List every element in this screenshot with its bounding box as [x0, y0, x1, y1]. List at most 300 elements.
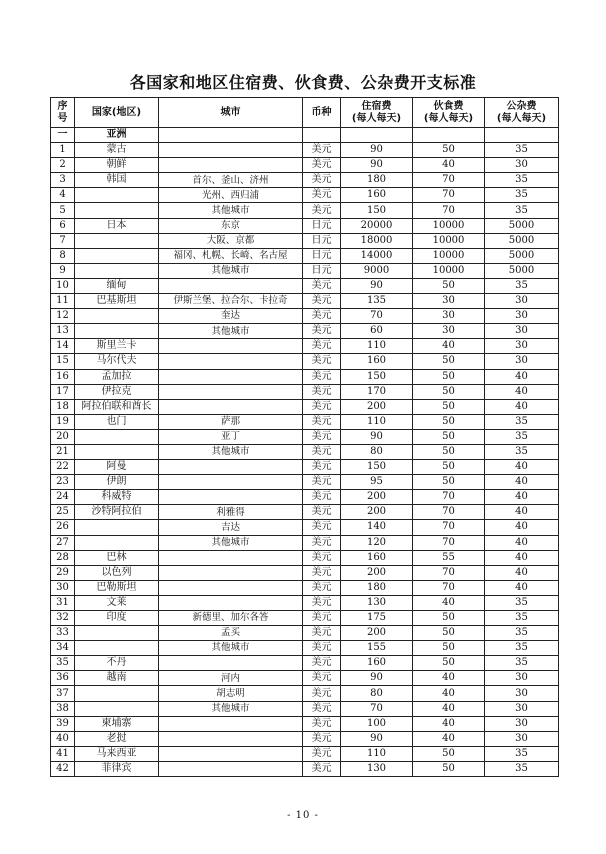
cell-currency: 美元 [303, 173, 341, 188]
cell-city [159, 565, 303, 580]
cell-index: 24 [51, 490, 75, 505]
table-row [51, 278, 559, 293]
cell-city [159, 490, 303, 505]
cell-misc: 35 [485, 761, 559, 776]
cell-currency: 日元 [303, 248, 341, 263]
cell-misc: 40 [485, 490, 559, 505]
cell-index: 22 [51, 460, 75, 475]
cell-lodging: 200 [341, 565, 413, 580]
cell-index: 4 [51, 188, 75, 203]
cell-lodging: 120 [341, 535, 413, 550]
cell-city: 其他城市 [159, 324, 303, 339]
cell-misc: 30 [485, 354, 559, 369]
cell-country [75, 641, 159, 656]
table-row [51, 550, 559, 565]
cell-city: 其他城市 [159, 535, 303, 550]
cell-lodging: 95 [341, 475, 413, 490]
cell-index: 5 [51, 203, 75, 218]
header-currency: 币种 [303, 98, 341, 128]
cell-country: 孟加拉 [75, 369, 159, 384]
table-row [51, 158, 559, 173]
table-row [51, 535, 559, 550]
table-row [51, 716, 559, 731]
cell-index: 20 [51, 429, 75, 444]
cell-country [75, 429, 159, 444]
cell-index: 40 [51, 731, 75, 746]
table-row [51, 173, 559, 188]
cell-country: 韩国 [75, 173, 159, 188]
table-row [51, 384, 559, 399]
cell-currency: 美元 [303, 158, 341, 173]
cell-index: 35 [51, 656, 75, 671]
cell-currency: 美元 [303, 656, 341, 671]
cell-currency: 美元 [303, 143, 341, 158]
cell-lodging: 180 [341, 580, 413, 595]
cell-city: 亚丁 [159, 429, 303, 444]
cell-city [159, 278, 303, 293]
cell-index: 21 [51, 444, 75, 459]
cell-city [159, 143, 303, 158]
cell-city: 奎达 [159, 309, 303, 324]
cell-food: 30 [413, 309, 485, 324]
cell-index: 9 [51, 263, 75, 278]
cell-misc: 40 [485, 580, 559, 595]
cell-index: 33 [51, 626, 75, 641]
region-index: 一 [51, 128, 75, 143]
cell-lodging: 160 [341, 656, 413, 671]
cell-currency: 美元 [303, 550, 341, 565]
cell-index: 2 [51, 158, 75, 173]
cell-lodging: 18000 [341, 233, 413, 248]
cell-city: 河内 [159, 671, 303, 686]
region-misc [485, 128, 559, 143]
cell-lodging: 14000 [341, 248, 413, 263]
cell-country: 阿拉伯联和酋长 [75, 399, 159, 414]
cell-index: 18 [51, 399, 75, 414]
cell-city [159, 580, 303, 595]
region-name: 亚洲 [75, 128, 159, 143]
cell-country: 以色列 [75, 565, 159, 580]
cell-index: 36 [51, 671, 75, 686]
cell-food: 50 [413, 278, 485, 293]
cell-food: 70 [413, 173, 485, 188]
cell-food: 50 [413, 143, 485, 158]
cell-city: 吉达 [159, 520, 303, 535]
cell-food: 50 [413, 414, 485, 429]
cell-food: 10000 [413, 263, 485, 278]
cell-country: 巴基斯坦 [75, 294, 159, 309]
cell-city: 其他城市 [159, 641, 303, 656]
cell-city: 其他城市 [159, 263, 303, 278]
cell-currency: 美元 [303, 309, 341, 324]
cell-city: 福冈、札幌、长崎、名古屋 [159, 248, 303, 263]
table-header-row [51, 98, 559, 128]
cell-misc: 35 [485, 444, 559, 459]
cell-misc: 30 [485, 701, 559, 716]
cell-lodging: 150 [341, 460, 413, 475]
cell-country: 文莱 [75, 595, 159, 610]
cell-currency: 日元 [303, 218, 341, 233]
header-misc-unit: (每人每天) [496, 112, 547, 124]
cell-index: 37 [51, 686, 75, 701]
cell-misc: 5000 [485, 233, 559, 248]
cell-food: 50 [413, 354, 485, 369]
table-row [51, 414, 559, 429]
cell-misc: 35 [485, 278, 559, 293]
cell-lodging: 70 [341, 309, 413, 324]
cell-city: 孟买 [159, 626, 303, 641]
cell-country: 朝鲜 [75, 158, 159, 173]
cell-currency: 美元 [303, 520, 341, 535]
cell-misc: 35 [485, 626, 559, 641]
cell-country: 伊拉克 [75, 384, 159, 399]
cell-food: 50 [413, 384, 485, 399]
table-row [51, 263, 559, 278]
cell-city: 东京 [159, 218, 303, 233]
cell-lodging: 9000 [341, 263, 413, 278]
cell-city: 萨那 [159, 414, 303, 429]
table-row [51, 475, 559, 490]
cell-country: 不丹 [75, 656, 159, 671]
cell-food: 40 [413, 701, 485, 716]
cell-misc: 30 [485, 716, 559, 731]
cell-food: 50 [413, 399, 485, 414]
cell-misc: 40 [485, 384, 559, 399]
cell-lodging: 170 [341, 384, 413, 399]
cell-food: 70 [413, 520, 485, 535]
cell-currency: 美元 [303, 369, 341, 384]
cell-currency: 美元 [303, 580, 341, 595]
cell-lodging: 110 [341, 746, 413, 761]
cell-city [159, 731, 303, 746]
cell-city: 伊斯兰堡、拉合尔、卡拉奇 [159, 294, 303, 309]
cell-index: 19 [51, 414, 75, 429]
table-row [51, 565, 559, 580]
table-row [51, 746, 559, 761]
table-row [51, 656, 559, 671]
cell-misc: 35 [485, 143, 559, 158]
cell-index: 23 [51, 475, 75, 490]
cell-currency: 美元 [303, 414, 341, 429]
cell-country: 老挝 [75, 731, 159, 746]
cell-misc: 30 [485, 158, 559, 173]
cell-currency: 美元 [303, 324, 341, 339]
cell-food: 40 [413, 671, 485, 686]
cell-misc: 40 [485, 369, 559, 384]
cell-country [75, 263, 159, 278]
cell-country: 沙特阿拉伯 [75, 505, 159, 520]
cell-index: 26 [51, 520, 75, 535]
cell-country [75, 520, 159, 535]
header-food-unit: (每人每天) [423, 112, 474, 124]
cell-city: 其他城市 [159, 203, 303, 218]
cell-food: 10000 [413, 233, 485, 248]
cell-lodging: 160 [341, 550, 413, 565]
cell-lodging: 100 [341, 716, 413, 731]
cell-lodging: 110 [341, 339, 413, 354]
cell-lodging: 160 [341, 188, 413, 203]
cell-index: 7 [51, 233, 75, 248]
cell-lodging: 150 [341, 369, 413, 384]
cell-misc: 40 [485, 460, 559, 475]
cell-city [159, 761, 303, 776]
cell-country: 科威特 [75, 490, 159, 505]
cell-currency: 美元 [303, 701, 341, 716]
cell-currency: 美元 [303, 444, 341, 459]
cell-misc: 35 [485, 173, 559, 188]
cell-index: 30 [51, 580, 75, 595]
cell-index: 34 [51, 641, 75, 656]
cell-lodging: 130 [341, 761, 413, 776]
cell-misc: 5000 [485, 218, 559, 233]
cell-lodging: 200 [341, 399, 413, 414]
cell-misc: 35 [485, 188, 559, 203]
cell-food: 40 [413, 339, 485, 354]
table-row [51, 233, 559, 248]
cell-city [159, 399, 303, 414]
cell-misc: 40 [485, 565, 559, 580]
cell-currency: 日元 [303, 233, 341, 248]
cell-misc: 30 [485, 731, 559, 746]
cell-food: 40 [413, 716, 485, 731]
cell-country: 印度 [75, 611, 159, 626]
table-row [51, 354, 559, 369]
cell-misc: 30 [485, 671, 559, 686]
cell-misc: 35 [485, 203, 559, 218]
table-row [51, 505, 559, 520]
cell-country: 马来西亚 [75, 746, 159, 761]
cell-misc: 40 [485, 475, 559, 490]
cell-currency: 美元 [303, 595, 341, 610]
table-row [51, 339, 559, 354]
cell-currency: 美元 [303, 429, 341, 444]
cell-city: 利雅得 [159, 505, 303, 520]
cell-country [75, 188, 159, 203]
cell-misc: 35 [485, 414, 559, 429]
cell-lodging: 80 [341, 686, 413, 701]
cell-index: 3 [51, 173, 75, 188]
header-food [413, 98, 485, 128]
cell-index: 41 [51, 746, 75, 761]
cell-currency: 美元 [303, 746, 341, 761]
cell-city [159, 354, 303, 369]
cell-currency: 美元 [303, 641, 341, 656]
cell-index: 27 [51, 535, 75, 550]
cell-index: 17 [51, 384, 75, 399]
cell-food: 70 [413, 580, 485, 595]
cell-lodging: 160 [341, 354, 413, 369]
cell-city [159, 384, 303, 399]
cell-food: 50 [413, 761, 485, 776]
rates-table [50, 97, 559, 777]
cell-country: 斯里兰卡 [75, 339, 159, 354]
table-row [51, 490, 559, 505]
cell-lodging: 200 [341, 505, 413, 520]
cell-index: 8 [51, 248, 75, 263]
cell-lodging: 200 [341, 490, 413, 505]
cell-country: 也门 [75, 414, 159, 429]
cell-index: 31 [51, 595, 75, 610]
region-row [51, 128, 559, 143]
cell-lodging: 130 [341, 595, 413, 610]
cell-city: 大阪、京都 [159, 233, 303, 248]
cell-currency: 美元 [303, 505, 341, 520]
cell-lodging: 90 [341, 731, 413, 746]
page-title: 各国家和地区住宿费、伙食费、公杂费开支标准 [129, 73, 477, 92]
table-row [51, 309, 559, 324]
cell-food: 50 [413, 746, 485, 761]
cell-index: 25 [51, 505, 75, 520]
header-food-label: 伙食费 [433, 100, 464, 112]
cell-food: 50 [413, 475, 485, 490]
cell-food: 50 [413, 444, 485, 459]
cell-food: 40 [413, 686, 485, 701]
cell-currency: 美元 [303, 490, 341, 505]
cell-misc: 35 [485, 595, 559, 610]
cell-index: 38 [51, 701, 75, 716]
cell-currency: 日元 [303, 263, 341, 278]
cell-city: 新德里、加尔各答 [159, 611, 303, 626]
cell-index: 16 [51, 369, 75, 384]
cell-city: 其他城市 [159, 701, 303, 716]
cell-currency: 美元 [303, 686, 341, 701]
cell-lodging: 150 [341, 203, 413, 218]
cell-misc: 35 [485, 656, 559, 671]
cell-country [75, 444, 159, 459]
table-row [51, 731, 559, 746]
cell-currency: 美元 [303, 203, 341, 218]
cell-city [159, 369, 303, 384]
table-row [51, 520, 559, 535]
cell-currency: 美元 [303, 384, 341, 399]
cell-country: 阿曼 [75, 460, 159, 475]
cell-food: 30 [413, 324, 485, 339]
cell-country [75, 203, 159, 218]
cell-city [159, 716, 303, 731]
cell-index: 15 [51, 354, 75, 369]
cell-country: 缅甸 [75, 278, 159, 293]
cell-lodging: 80 [341, 444, 413, 459]
header-misc-label: 公杂费 [506, 100, 537, 112]
header-lodging-label: 住宿费 [361, 100, 392, 112]
cell-currency: 美元 [303, 535, 341, 550]
cell-country: 蒙古 [75, 143, 159, 158]
table-row [51, 429, 559, 444]
cell-country [75, 535, 159, 550]
cell-currency: 美元 [303, 716, 341, 731]
cell-city: 其他城市 [159, 444, 303, 459]
cell-country [75, 686, 159, 701]
cell-currency: 美元 [303, 761, 341, 776]
cell-country [75, 248, 159, 263]
cell-misc: 30 [485, 294, 559, 309]
cell-currency: 美元 [303, 611, 341, 626]
cell-currency: 美元 [303, 671, 341, 686]
cell-currency: 美元 [303, 399, 341, 414]
cell-food: 50 [413, 429, 485, 444]
cell-lodging: 20000 [341, 218, 413, 233]
cell-index: 32 [51, 611, 75, 626]
cell-food: 70 [413, 535, 485, 550]
table-row [51, 761, 559, 776]
cell-currency: 美元 [303, 475, 341, 490]
table-row [51, 626, 559, 641]
cell-food: 40 [413, 158, 485, 173]
cell-currency: 美元 [303, 278, 341, 293]
cell-lodging: 110 [341, 414, 413, 429]
cell-country [75, 309, 159, 324]
cell-misc: 30 [485, 686, 559, 701]
cell-misc: 30 [485, 324, 559, 339]
cell-misc: 40 [485, 520, 559, 535]
cell-lodging: 90 [341, 429, 413, 444]
region-food [413, 128, 485, 143]
cell-country: 巴勒斯坦 [75, 580, 159, 595]
table-row [51, 143, 559, 158]
cell-misc: 35 [485, 641, 559, 656]
cell-index: 28 [51, 550, 75, 565]
cell-city [159, 460, 303, 475]
cell-lodging: 135 [341, 294, 413, 309]
cell-food: 70 [413, 188, 485, 203]
region-currency [303, 128, 341, 143]
cell-food: 70 [413, 490, 485, 505]
cell-food: 50 [413, 611, 485, 626]
header-country: 国家(地区) [75, 98, 159, 128]
cell-misc: 40 [485, 399, 559, 414]
cell-city [159, 746, 303, 761]
cell-city: 光州、西归浦 [159, 188, 303, 203]
cell-index: 29 [51, 565, 75, 580]
cell-index: 6 [51, 218, 75, 233]
cell-food: 70 [413, 565, 485, 580]
table-row [51, 641, 559, 656]
cell-misc: 35 [485, 611, 559, 626]
cell-country: 马尔代夫 [75, 354, 159, 369]
cell-city: 首尔、釜山、济州 [159, 173, 303, 188]
cell-country: 柬埔寨 [75, 716, 159, 731]
cell-food: 10000 [413, 218, 485, 233]
cell-country: 日本 [75, 218, 159, 233]
table-row [51, 218, 559, 233]
cell-currency: 美元 [303, 626, 341, 641]
table-row [51, 248, 559, 263]
cell-city [159, 656, 303, 671]
cell-lodging: 90 [341, 143, 413, 158]
cell-city [159, 475, 303, 490]
cell-lodging: 180 [341, 173, 413, 188]
cell-food: 50 [413, 656, 485, 671]
table-row [51, 671, 559, 686]
table-row [51, 701, 559, 716]
table-row [51, 686, 559, 701]
cell-city [159, 339, 303, 354]
header-lodging [341, 98, 413, 128]
cell-currency: 美元 [303, 731, 341, 746]
cell-food: 50 [413, 369, 485, 384]
table-row [51, 611, 559, 626]
region-city [159, 128, 303, 143]
header-lodging-unit: (每人每天) [351, 112, 402, 124]
cell-index: 12 [51, 309, 75, 324]
cell-food: 50 [413, 460, 485, 475]
cell-food: 40 [413, 731, 485, 746]
cell-food: 50 [413, 626, 485, 641]
cell-lodging: 90 [341, 278, 413, 293]
cell-lodging: 60 [341, 324, 413, 339]
cell-country: 巴林 [75, 550, 159, 565]
cell-food: 70 [413, 505, 485, 520]
